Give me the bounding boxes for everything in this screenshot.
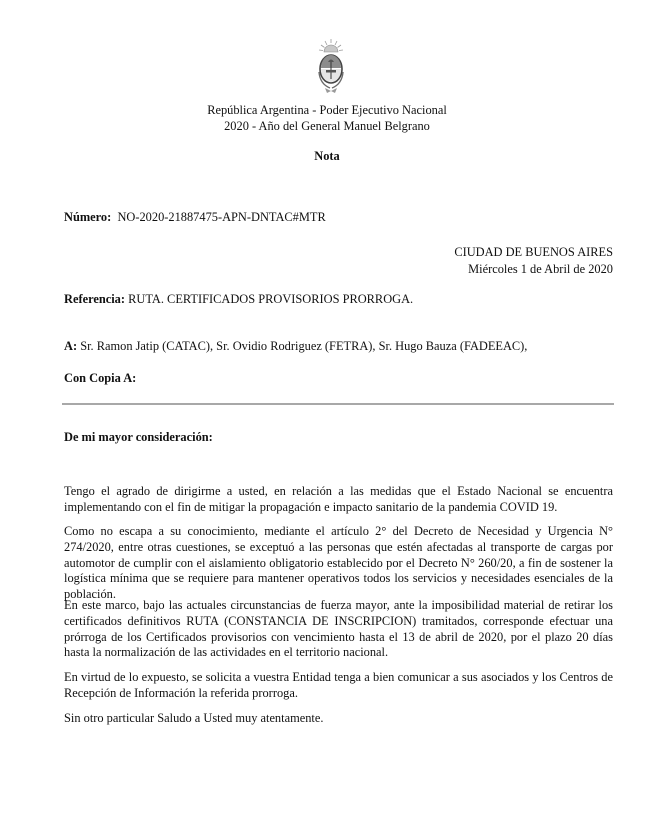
carbon-copy-label: Con Copia A: — [64, 371, 137, 385]
header-line-republic: República Argentina - Poder Ejecutivo Nacional — [207, 103, 447, 117]
reference — [64, 292, 413, 307]
carbon-copy — [64, 371, 136, 386]
referencia-label: Referencia: — [64, 292, 126, 306]
document-number — [64, 210, 326, 225]
body-paragraph: Tengo el agrado de dirigirme a usted, en relación a las medidas que el Estado Nacional se encuentra implementando con el fin de mitigar la propagación e impacto sanitario de la pandemia COVID 19. — [64, 484, 613, 514]
recipients-value: Sr. Ramon Jatip (CATAC), Sr. Ovidio Rodriguez (FETRA), Sr. Hugo Bauza (FADEEAC), — [80, 339, 528, 353]
body-paragraph: En virtud de lo expuesto, se solicita a vuestra Entidad tenga a bien comunicar a sus asociados y los Centros de Recepción de Información la referida prorroga. — [64, 670, 613, 700]
closing-paragraph: Sin otro particular Saludo a Usted muy atentamente. — [64, 711, 324, 725]
date: Miércoles 1 de Abril de 2020 — [468, 262, 613, 276]
recipients-label: A: — [64, 339, 78, 353]
recipients — [64, 339, 527, 354]
body-paragraph: En este marco, bajo las actuales circunstancias de fuerza mayor, ante la imposibilidad material de retirar los certificados definitivos RUTA (CONSTANCIA DE INSCRIPCION) tramitados, corresponde efectuar una prórroga de los Certificados provisorios con vencimiento hasta el 13 de abril de 2020, por el plazo 20 días hasta la normalización de las actividades en el territorio nacional. — [64, 598, 613, 660]
referencia-value: RUTA. CERTIFICADOS PROVISORIOS PRORROGA. — [128, 292, 414, 306]
salutation: De mi mayor consideración: — [64, 430, 213, 444]
city: CIUDAD DE BUENOS AIRES — [454, 245, 613, 259]
numero-label: Número: — [64, 210, 112, 224]
separator-line — [62, 403, 614, 405]
argentina-coat-of-arms-icon — [316, 38, 346, 94]
document-type-title: Nota — [314, 149, 340, 163]
header-line-year-motto: 2020 - Año del General Manuel Belgrano — [224, 119, 430, 133]
numero-value: NO-2020-21887475-APN-DNTAC#MTR — [117, 210, 326, 224]
body-paragraph: Como no escapa a su conocimiento, mediante el artículo 2° del Decreto de Necesidad y Urgencia N° 274/2020, entre otras cuestiones, se exceptuó a las personas que estén afectadas al transporte de cargas por automotor de cumplir con el aislamiento obligatorio establecido por el Decreto N° 260/20, a fin de sostener la logística mínima que se requiere para mantener operativos todos los servicios y necesidades esenciales de la población. — [64, 524, 613, 602]
